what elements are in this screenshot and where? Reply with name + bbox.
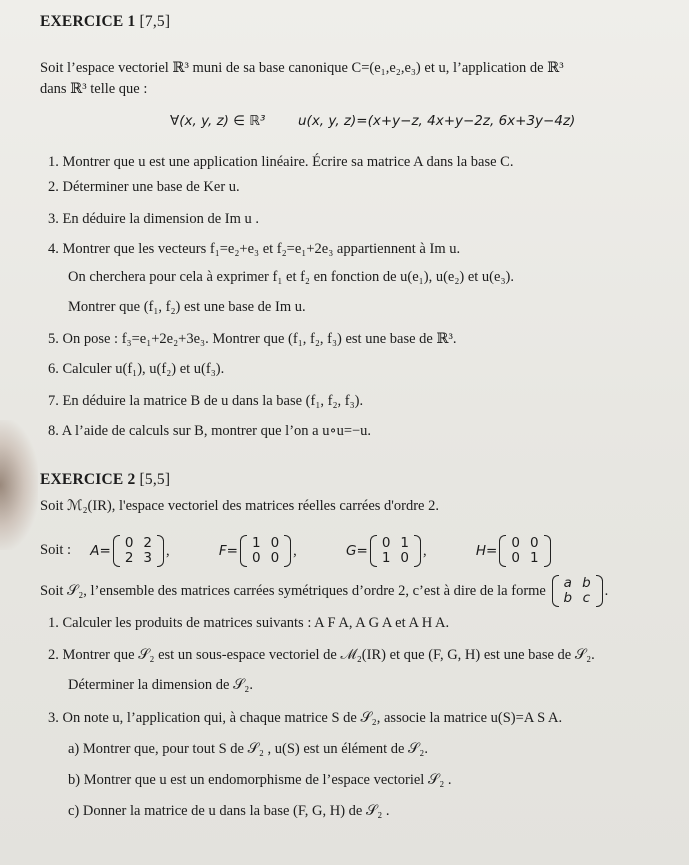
ex1-question-6: 6. Calculer u(f₁), u(f₂) et u(f₃). xyxy=(48,361,225,377)
matrix-F: 1 0 0 0 xyxy=(240,536,291,566)
exercise-2-heading xyxy=(40,471,170,489)
exercise-2-title: EXERCICE 2 xyxy=(40,471,136,488)
ex2-question-2: 2. Montrer que 𝒮₂ est un sous-espace vectoriel de ℳ₂(IR) et que (F, G, H) est une base de 𝒮₂. xyxy=(48,647,595,663)
ex2-question-3c: c) Donner la matrice de u dans la base (F, G, H) de 𝒮₂ . xyxy=(68,803,390,819)
ex2-question-3b: b) Montrer que u est un endomorphisme de l’espace vectoriel 𝒮₂ . xyxy=(68,772,452,788)
ex1-question-4-hint: On cherchera pour cela à exprimer f₁ et f₂ en fonction de u(e₁), u(e₂) et u(e₃). xyxy=(68,269,514,285)
exercise-1-points: [7,5] xyxy=(139,13,171,30)
ex2-question-2b: Déterminer la dimension de 𝒮₂. xyxy=(68,677,253,693)
ex1-question-5: 5. On pose : f₃=e₁+2e₂+3e₃. Montrer que (f₁, f₂, f₃) est une base de ℝ³. xyxy=(48,331,457,347)
matrix-H: 0 0 0 1 xyxy=(499,536,550,566)
matrix-F-name: F= xyxy=(218,542,238,559)
ex1-question-4-base: Montrer que (f₁, f₂) est une base de Im u. xyxy=(68,299,306,315)
exercise-1-title: EXERCICE 1 xyxy=(40,13,136,30)
ex2-intro: Soit ℳ₂(IR), l'espace vectoriel des matrices réelles carrées d'ordre 2. xyxy=(40,498,439,514)
ex2-question-1: 1. Calculer les produits de matrices suivants : A F A, A G A et A H A. xyxy=(48,615,450,631)
exercise-2-points: [5,5] xyxy=(139,471,171,488)
matrix-A: 0 2 2 3 xyxy=(113,536,164,566)
matrix-A-name: A= xyxy=(90,542,111,559)
ex2-soit-label: Soit : xyxy=(40,542,72,558)
ex1-intro-2: dans ℝ³ telle que : xyxy=(40,81,148,97)
ex1-question-2: 2. Déterminer une base de Ker u. xyxy=(48,179,240,195)
ex1-question-1: 1. Montrer que u est une application linéaire. Écrire sa matrice A dans la base C. xyxy=(48,154,514,170)
ex2-symmetric-text: Soit 𝒮₂, l’ensemble des matrices carrées symétriques d’ordre 2, c’est à dire de la forme xyxy=(40,582,546,599)
ex1-question-4: 4. Montrer que les vecteurs f₁=e₂+e₃ et f₂=e₁+2e₃ appartiennent à Im u. xyxy=(48,241,461,257)
ex2-symmetric-definition: Soit 𝒮₂, l’ensemble des matrices carrées symétriques d’ordre 2, c’est à dire de la forme a b b c . xyxy=(40,574,609,606)
ex1-intro-1: Soit l’espace vectoriel ℝ³ muni de sa base canonique C=(e₁,e₂,e₃) et u, l’application de ℝ³ xyxy=(40,60,564,76)
ex1-question-8: 8. A l’aide de calculs sur B, montrer que l’on a u∘u=−u. xyxy=(48,423,372,439)
ex2-matrices-row: Soit : A= 0 2 2 3 , F= 1 0 0 0 , G= 0 1 1 0 , H= 0 0 0 1 xyxy=(40,531,553,571)
matrix-G: 0 1 1 0 xyxy=(370,536,421,566)
ex1-question-7: 7. En déduire la matrice B de u dans la base (f₁, f₂, f₃). xyxy=(48,393,364,409)
ex1-definition-map: u(x, y, z)=(x+y−z, 4x+y−2z, 6x+3y−4z) xyxy=(298,113,576,129)
finger-shadow xyxy=(0,420,38,550)
ex2-question-3: 3. On note u, l’application qui, à chaque matrice S de 𝒮₂, associe la matrice u(S)=A S A. xyxy=(48,710,563,726)
ex1-definition-domain: ∀(x, y, z) ∈ ℝ³ xyxy=(170,113,266,129)
ex1-question-3: 3. En déduire la dimension de Im u . xyxy=(48,211,260,227)
matrix-H-name: H= xyxy=(475,542,498,559)
exercise-1-heading xyxy=(40,13,170,31)
matrix-G-name: G= xyxy=(346,542,368,559)
ex2-question-3a: a) Montrer que, pour tout S de 𝒮₂ , u(S) est un élément de 𝒮₂. xyxy=(68,741,428,757)
symmetric-matrix-form: a b b c xyxy=(552,576,603,606)
